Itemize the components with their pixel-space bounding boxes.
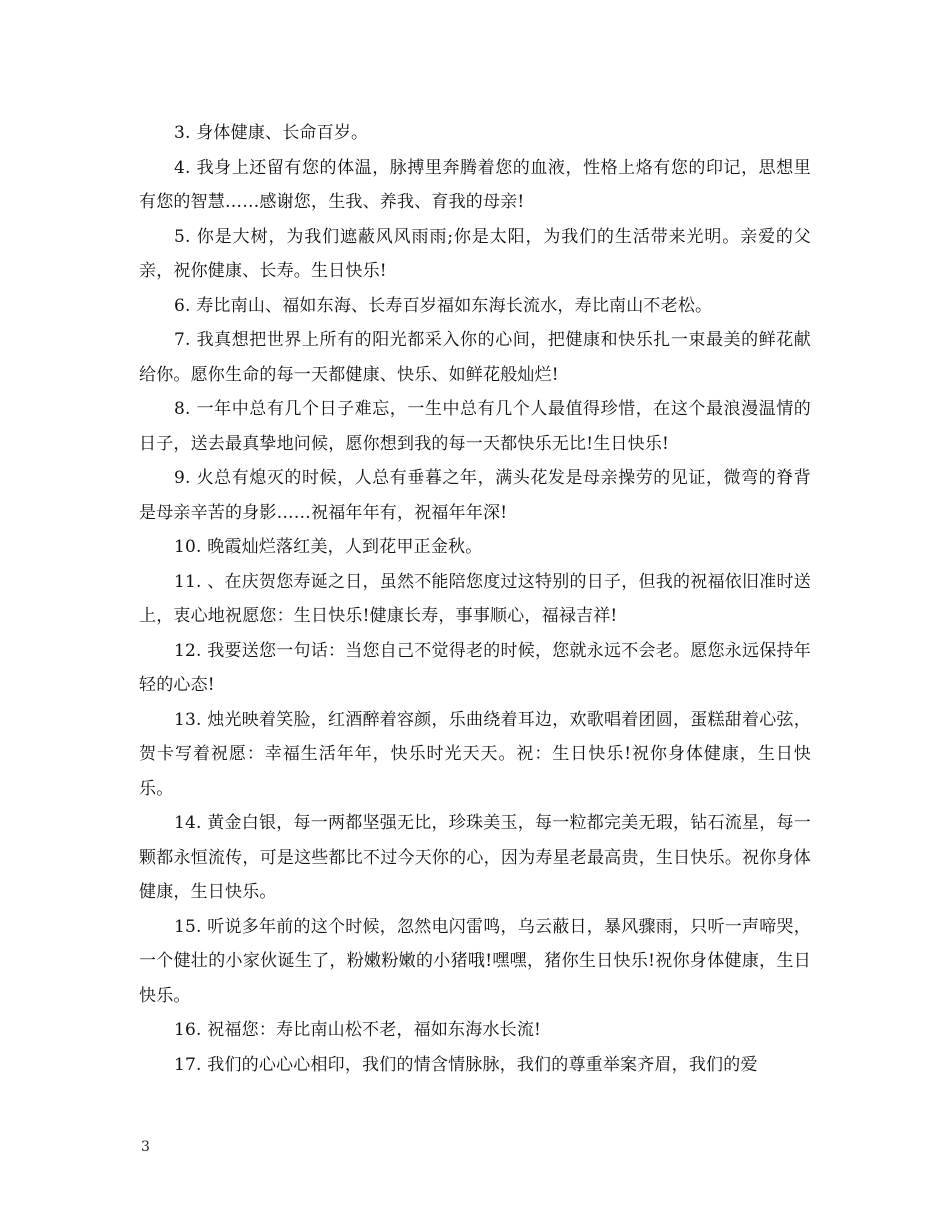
- paragraph-7: 7. 我真想把世界上所有的阳光都采入你的心间，把健康和快乐扎一束最美的鲜花献给你。愿你生命的每一天都健康、快乐、如鲜花般灿烂!: [139, 330, 811, 385]
- document-body: [139, 116, 811, 1082]
- paragraph-8: 8. 一年中总有几个日子难忘，一生中总有几个人最值得珍惜，在这个最浪漫温情的日子，送去最真挚地问候，愿你想到我的每一天都快乐无比!生日快乐!: [139, 399, 811, 454]
- paragraph-15: 15. 听说多年前的这个时候，忽然电闪雷鸣，乌云蔽日，暴风骤雨，只听一声啼哭，一个健壮的小家伙诞生了，粉嫩粉嫩的小猪哦!嘿嘿，猪你生日快乐!祝你身体健康，生日快乐。: [139, 916, 811, 1006]
- paragraph-17: 17. 我们的心心心相印，我们的情含情脉脉，我们的尊重举案齐眉，我们的爱: [174, 1054, 758, 1075]
- paragraph-13: 13. 烛光映着笑脸，红酒醉着容颜，乐曲绕着耳边，欢歌唱着团圆，蛋糕甜着心弦，贺卡写着祝愿：幸福生活年年，快乐时光天天。祝：生日快乐!祝你身体健康，生日快乐。: [139, 709, 811, 799]
- paragraph-16: 16. 祝福您：寿比南山松不老，福如东海水长流!: [174, 1020, 542, 1040]
- paragraph-5: 5. 你是大树，为我们遮蔽风风雨雨;你是太阳，为我们的生活带来光明。亲爱的父亲，祝你健康、长寿。生日快乐!: [139, 226, 811, 281]
- paragraph-9: 9. 火总有熄灭的时候，人总有垂暮之年，满头花发是母亲操劳的见证，微弯的脊背是母亲辛苦的身影……祝福年年有，祝福年年深!: [139, 468, 811, 523]
- page-number: 3: [141, 1139, 150, 1155]
- paragraph-6: 6. 寿比南山、福如东海、长寿百岁福如东海长流水，寿比南山不老松。: [174, 295, 713, 316]
- paragraph-14: 14. 黄金白银，每一两都坚强无比，珍珠美玉，每一粒都完美无瑕，钻石流星，每一颗都永恒流传，可是这些都比不过今天你的心，因为寿星老最高贵，生日快乐。祝你身体健康，生日快乐。: [139, 813, 811, 902]
- paragraph-3: 3. 身体健康、长命百岁。: [174, 123, 369, 143]
- paragraph-4: 4. 我身上还留有您的体温，脉搏里奔腾着您的血液，性格上烙有您的印记，思想里有您的智慧……感谢您，生我、养我、育我的母亲!: [139, 157, 811, 212]
- paragraph-10: 10. 晚霞灿烂落红美，人到花甲正金秋。: [174, 537, 483, 557]
- paragraph-12: 12. 我要送您一句话：当您自己不觉得老的时候，您就永远不会老。愿您永远保持年轻的心态!: [139, 640, 811, 695]
- paragraph-11: 11. 、在庆贺您寿诞之日，虽然不能陪您度过这特别的日子，但我的祝福依旧准时送上，衷心地祝愿您：生日快乐!健康长寿，事事顺心，福禄吉祥!: [139, 571, 811, 626]
